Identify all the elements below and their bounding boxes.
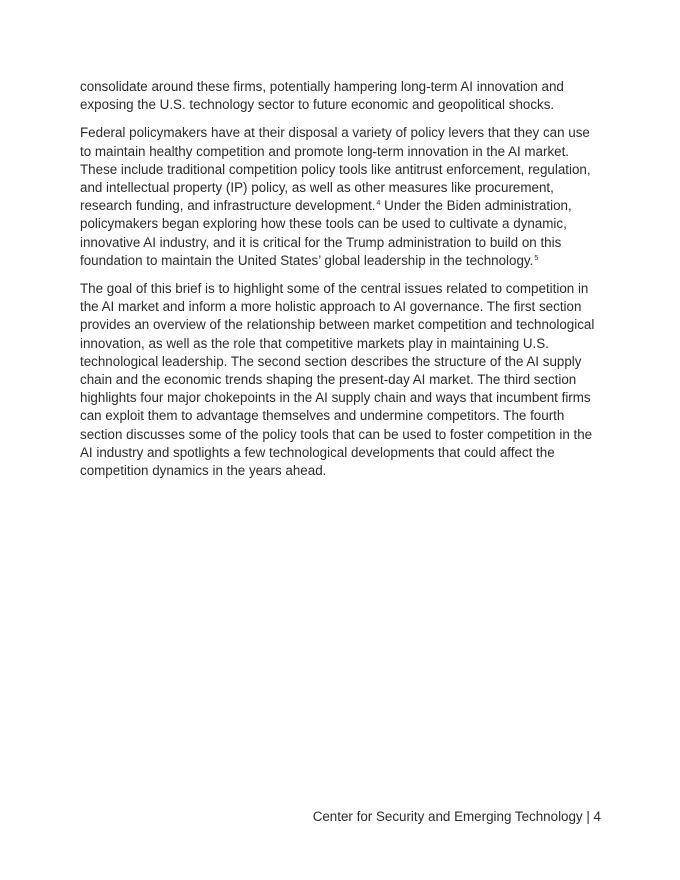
paragraph-1: consolidate around these firms, potentially hampering long-term AI innovation and exposing the U.S. technology sector to future economic and geopolitical shocks. [80,79,564,113]
paragraph-2 [80,124,602,270]
page-footer: Center for Security and Emerging Technology | 4 [312,809,601,824]
paragraph-2-part-1: Federal policymakers have at their disposal a variety of policy levers that they can use to maintain healthy competition and promote long-term innovation in the AI market. These include traditional competition policy tools like antitrust enforcement, regulation, and intellectual property (IP) policy, as well as other measures like procurement, research funding, and infrastructure development. [80,125,591,214]
footnote-ref-5[interactable]: 5 [534,254,539,262]
footnote-ref-4[interactable]: 4 [376,200,381,208]
paragraph-2-part-2: Under the Biden administration, policymakers began exploring how these tools can be used to cultivate a dynamic, innovative AI industry, and it is critical for the Trump administration to build on this foundation to maintain the United States’ global leadership in the technology. [80,198,572,268]
paragraph-3: The goal of this brief is to highlight some of the central issues related to competition in the AI market and inform a more holistic approach to AI governance. The first section provides an overview of the relationship between market competition and technological innovation, as well as the role that competitive markets play in maintaining U.S. technological leadership. The second section describes the structure of the AI supply chain and the economic trends shaping the present-day AI market. The third section highlights four major chokepoints in the AI supply chain and ways that incumbent firms can exploit them to advantage themselves and undermine competitors. The fourth section discusses some of the policy tools that can be used to foster competition in the AI industry and spotlights a few technological developments that could affect the competition dynamics in the years ahead. [80,281,595,479]
document-body [80,78,602,490]
